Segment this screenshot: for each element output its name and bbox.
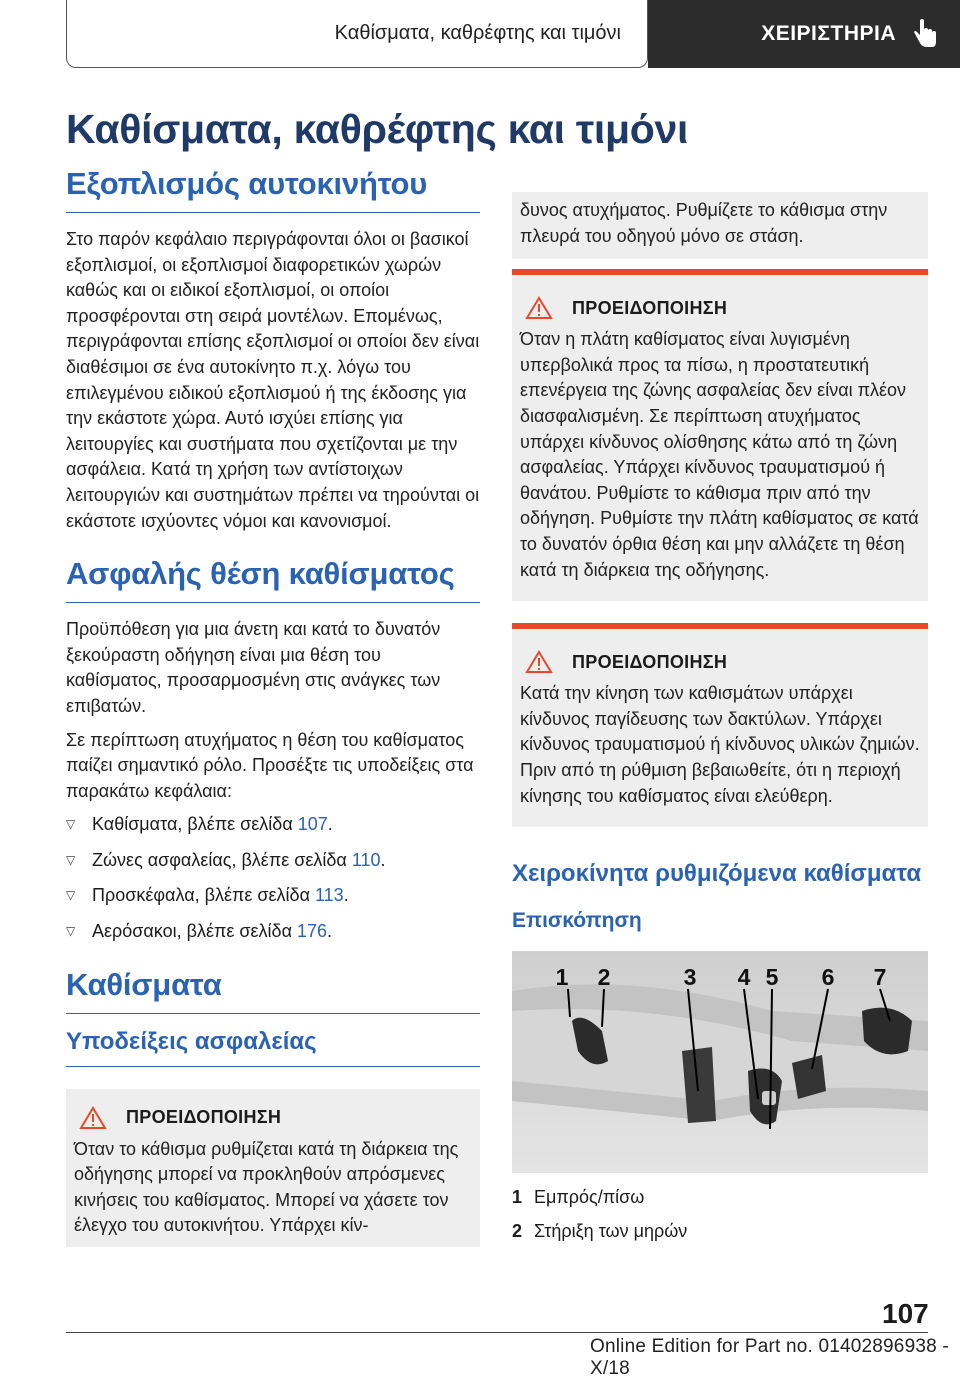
figure-legend (512, 1185, 928, 1244)
legend-number: 2 (512, 1220, 523, 1241)
link-text: Αερόσακοι, βλέπε σελίδα (92, 921, 292, 942)
overview-heading: Επισκόπηση (512, 909, 642, 933)
link-end: . (380, 849, 386, 870)
page-link[interactable]: 107 (297, 814, 328, 835)
legend-text: Εμπρός/πίσω (534, 1187, 645, 1208)
page-link[interactable]: 176 (296, 921, 328, 942)
warning-triangle-icon (526, 297, 552, 319)
figure-label: 1 (555, 964, 569, 991)
bullet-triangle-icon: ▽ (66, 888, 76, 903)
warning-box-fingers (512, 623, 928, 827)
seats-heading: Καθίσματα (66, 967, 480, 1014)
left-column (66, 166, 480, 1247)
safe-position-section (66, 556, 480, 945)
warning-label: ΠΡΟΕΙΔΟΠΟΙΗΣΗ (572, 297, 728, 318)
page-number: 107 (882, 1298, 929, 1329)
footer-edition: Online Edition for Part no. 01402896938 - X/18 (590, 1336, 949, 1379)
legend-item (512, 1219, 928, 1245)
list-item (66, 848, 480, 874)
figure-label: 2 (597, 964, 611, 991)
safe-position-heading: Ασφαλής θέση καθίσματος (66, 556, 480, 603)
warning-triangle-icon (526, 651, 552, 673)
header-tab-label: ΧΕΙΡΙΣΤΗΡΙΑ (761, 22, 896, 45)
safety-notes-heading: Υποδείξεις ασφαλείας (66, 1028, 480, 1067)
warning-header (520, 651, 920, 673)
legend-text: Στήριξη των μηρών (534, 1220, 688, 1241)
warning-header (74, 1107, 472, 1129)
bullet-triangle-icon: ▽ (66, 924, 76, 939)
legend-item (512, 1185, 928, 1211)
seats-section (66, 967, 480, 1247)
page-link[interactable]: 113 (314, 885, 344, 906)
warning-box (66, 1089, 480, 1247)
header-tab[interactable] (648, 0, 960, 68)
manual-seats-heading: Χειροκίνητα ρυθμιζόμενα καθίσματα (512, 860, 922, 888)
warning-text: Κατά την κίνηση των καθισμάτων υπάρχει κίνδυνος παγίδευσης των δακτύλων. Υπάρχει κίνδυνος τραυματισμού ή κίνδυνος υλικών ζημιών. Πριν από τη ρύθμιση βεβαιωθείτε, ότι η περιοχή κίνησης του καθίσματος είναι ελεύθερη. (520, 683, 920, 806)
link-text: Καθίσματα, βλέπε σελίδα (92, 814, 293, 835)
continuation-text: δυνος ατυχήματος. Ρυθμίζετε το κάθισμα στην πλευρά του οδηγού μόνο σε στάση. (520, 200, 888, 246)
legend-number: 1 (512, 1187, 523, 1208)
warning-box-backrest (512, 269, 928, 601)
link-text: Προσκέφαλα, βλέπε σελίδα (92, 885, 310, 906)
link-end: . (343, 885, 349, 906)
list-item (66, 883, 480, 909)
list-item (66, 919, 480, 945)
link-text: Ζώνες ασφαλείας, βλέπε σελίδα (92, 849, 347, 870)
safe-position-paragraph-2: Σε περίπτωση ατυχήματος η θέση του καθίσματος παίζει σημαντικό ρόλο. Προσέξτε τις υποδείξεις στα παρακάτω κεφάλαια: (66, 729, 474, 801)
footer-divider (66, 1332, 928, 1333)
warning-header (520, 297, 920, 319)
safe-position-paragraph-1: Προϋπόθεση για μια άνετη και κατά το δυνατόν ξεκούραστη οδήγηση είναι μια θέση του καθίσματος, προσαρμοσμένη στις ανάγκες των επιβατών. (66, 619, 441, 716)
bullet-triangle-icon: ▽ (66, 852, 76, 867)
list-item (66, 812, 480, 838)
pointing-hand-icon (912, 19, 938, 49)
equipment-heading: Εξοπλισμός αυτοκινήτου (66, 166, 480, 213)
figure-label: 4 (737, 964, 751, 991)
figure-label: 5 (765, 964, 779, 991)
equipment-body: Στο παρόν κεφάλαιο περιγράφονται όλοι οι βασικοί εξοπλισμοί, οι εξοπλισμοί διαφορετικών χωρών καθώς και οι ειδικοί εξοπλισμοί, οι οποίοι προσφέρονται στη σειρά μοντέλων. Επομένως, περιγράφονται επίσης εξοπλισμοί οι οποίοι δεν είναι διαθέσιμοι σε ένα αυτοκίνητο π.χ. λόγω του επιλεγμένου ειδικού εξοπλισμού ή της έκδοσης για την εκάστοτε χώρα. Αυτό ισχύει επίσης για λειτουργίες και συστήματα που σχετίζονται με την ασφάλεια. Κατά τη χρήση των αντίστοιχων λειτουργιών και συστημάτων πρέπει να τηρούνται οι εκάστοτε ισχύοντες νόμοι και κανονισμοί. (66, 229, 480, 531)
warning-triangle-icon (80, 1107, 106, 1129)
link-end: . (327, 921, 333, 942)
header-section-title: Καθίσματα, καθρέφτης και τιμόνι (334, 22, 621, 44)
figure-label: 3 (683, 964, 697, 991)
figure-label: 7 (873, 964, 887, 991)
cross-reference-list (66, 812, 480, 944)
seat-controls-figure (512, 951, 928, 1173)
warning-text: Όταν η πλάτη καθίσματος είναι λυγισμένη υπερβολικά προς τα πίσω, η προστατευτική επενέργεια της ζώνης ασφαλείας δεν είναι πλέον διασφαλισμένη. Σε περίπτωση ατυχήματος υπάρχει κίνδυνος ολίσθησης κάτω από τη ζώνη ασφαλείας. Υπάρχει κίνδυνος τραυματισμού ή θανάτου. Ρυθμίστε το κάθισμα πριν από την οδήγηση. Ρυθμίστε την πλάτη καθίσματος σε κατά το δυνατόν όρθια θέση και μην αλλάζετε τη θέση κατά τη διάρκεια της οδήγησης. (520, 329, 919, 580)
page-link[interactable]: 110 (351, 849, 381, 870)
warning-continuation (512, 192, 928, 259)
warning-label: ΠΡΟΕΙΔΟΠΟΙΗΣΗ (126, 1107, 282, 1128)
equipment-section (66, 166, 480, 534)
header-section-box (66, 0, 648, 68)
warning-text: Όταν το κάθισμα ρυθμίζεται κατά τη διάρκεια της οδήγησης μπορεί να προκληθούν απρόσμενες κινήσεις του καθίσματος. Μπορεί να χάσετε τον έλεγχο του αυτοκινήτου. Υπάρχει κίν- (74, 1138, 459, 1236)
figure-label: 6 (821, 964, 835, 991)
warning-label: ΠΡΟΕΙΔΟΠΟΙΗΣΗ (572, 651, 728, 672)
page-title: Καθίσματα, καθρέφτης και τιμόνι (66, 106, 689, 152)
link-end: . (327, 814, 333, 835)
bullet-triangle-icon: ▽ (66, 817, 76, 832)
seat-illustration (512, 951, 928, 1173)
right-column (512, 192, 928, 1252)
